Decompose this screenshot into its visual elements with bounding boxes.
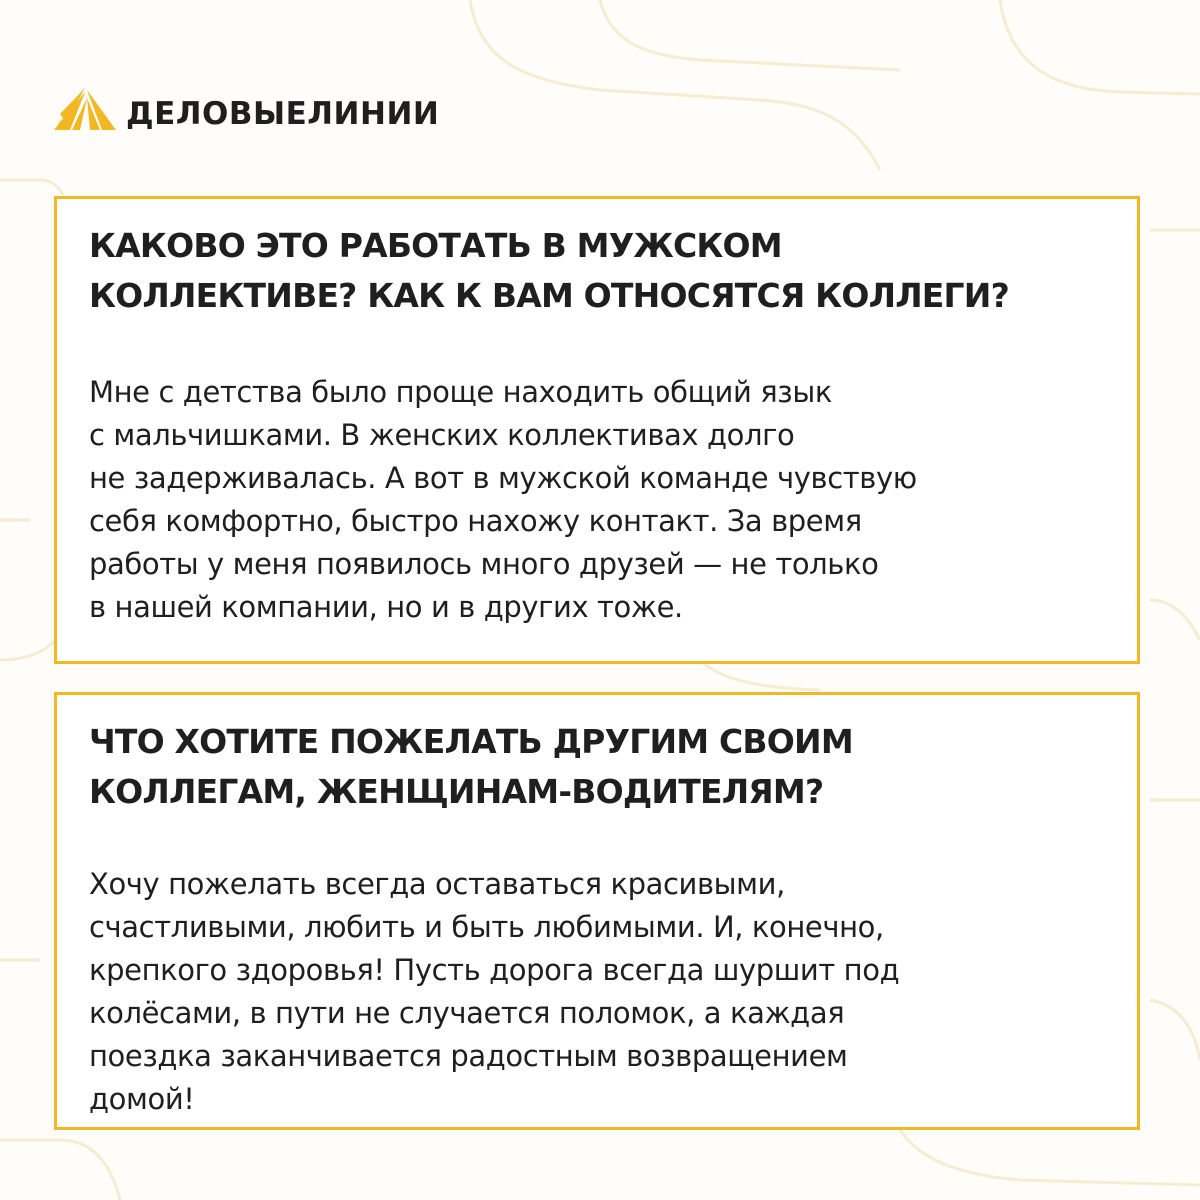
answer-text: Мне с детства было проще находить общий язык с мальчишками. В женских коллективах долго не задерживалась. А вот в мужской команде чувствую себя комфортно, быстро нахожу контакт. За время работы у меня появилось много друзей — не только в нашей компании, но и в других тоже. [89, 375, 917, 624]
brand-logo [54, 84, 439, 134]
brand-name: ДЕЛОВЫЕЛИНИИ [126, 96, 440, 132]
sun-rays-icon [54, 84, 116, 134]
qa-card-1 [54, 196, 1140, 664]
question-heading: КАКОВО ЭТО РАБОТАТЬ В МУЖСКОМ КОЛЛЕКТИВЕ? КАК К ВАМ ОТНОСЯТСЯ КОЛЛЕГИ? [89, 226, 1009, 315]
question-heading: ЧТО ХОТИТЕ ПОЖЕЛАТЬ ДРУГИМ СВОИМ КОЛЛЕГАМ, ЖЕНЩИНАМ-ВОДИТЕЛЯМ? [89, 722, 853, 811]
answer-text: Хочу пожелать всегда оставаться красивыми, счастливыми, любить и быть любимыми. И, конечно, крепкого здоровья! Пусть дорога всегда шуршит под колёсами, в пути не случается поломок, а каждая поездка заканчивается радостным возвращением домой! [89, 867, 900, 1116]
qa-card-2 [54, 692, 1140, 1130]
